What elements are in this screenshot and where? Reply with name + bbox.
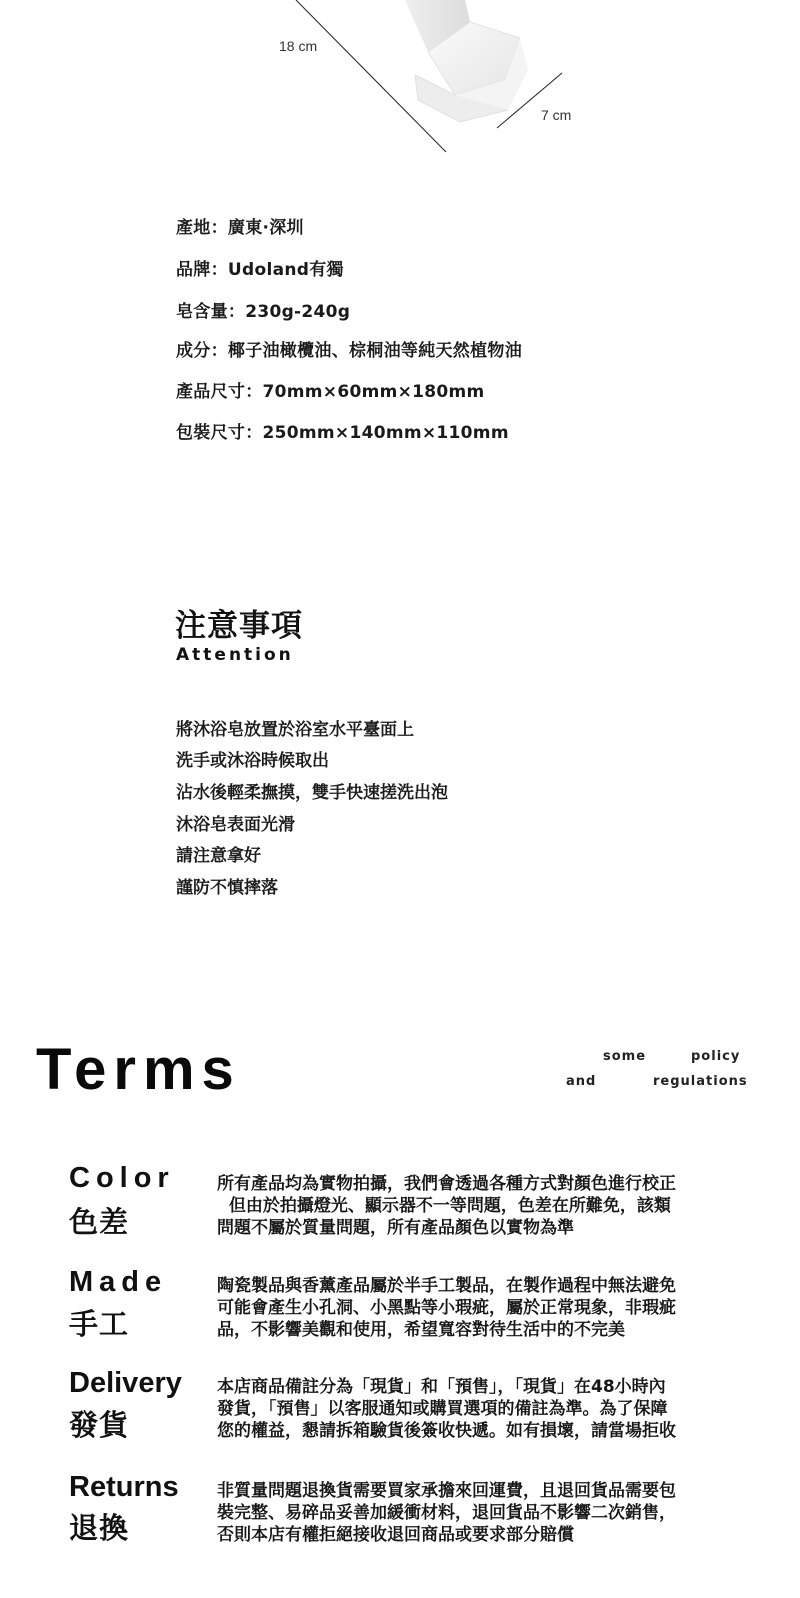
spec-brand: 品牌：Udoland有獨 [176, 260, 344, 280]
returns-description-line: 裝完整、易碎品妥善加緩衝材料，退回貨品不影響二次銷售， [217, 1503, 676, 1523]
attention-subtitle: Attention [176, 645, 294, 665]
attention-line: 沾水後輕柔撫摸，雙手快速搓洗出泡 [176, 783, 448, 803]
spec-package-size: 包裝尺寸：250mm×140mm×110mm [176, 423, 509, 443]
attention-line: 將沐浴皂放置於浴室水平臺面上 [176, 720, 414, 740]
made-description-line: 陶瓷製品與香薰產品屬於半手工製品，在製作過程中無法避免 [217, 1276, 676, 1296]
returns-heading-en: Returns [69, 1471, 179, 1503]
product-dimension-illustration [0, 0, 800, 195]
attention-line: 請注意拿好 [176, 846, 261, 866]
color-description [217, 1173, 737, 1239]
delivery-description-line: 您的權益，懇請拆箱驗貨後簽收快遞。如有損壞，請當場拒收 [217, 1421, 676, 1441]
terms-title: Terms [36, 1037, 241, 1102]
color-heading-en: Color [69, 1162, 175, 1194]
delivery-description-line: 發貨，「預售」以客服通知或購買選項的備註為準。為了保障 [217, 1399, 668, 1419]
returns-heading-zh: 退換 [69, 1511, 130, 1545]
spec-origin: 產地：廣東·深圳 [176, 218, 304, 238]
made-description-line: 品，不影響美觀和使用，希望寬容對待生活中的不完美 [217, 1320, 625, 1340]
attention-line: 沐浴皂表面光滑 [176, 815, 295, 835]
color-description-line: 但由於拍攝燈光、顯示器不一等問題，色差在所難免，該類 [217, 1196, 671, 1216]
returns-description-line: 否則本店有權拒絕接收退回商品或要求部分賠償 [217, 1525, 574, 1545]
made-description-line: 可能會產生小孔洞、小黑點等小瑕疵，屬於正常現象，非瑕疵 [217, 1298, 676, 1318]
returns-description [217, 1480, 737, 1546]
length-label: 18 cm [279, 38, 318, 54]
made-description [217, 1275, 737, 1341]
terms-tag-regulations: regulations [653, 1074, 748, 1089]
delivery-heading-en: Delivery [69, 1367, 182, 1399]
spec-product-size: 產品尺寸：70mm×60mm×180mm [176, 382, 485, 402]
color-heading-zh: 色差 [69, 1205, 130, 1239]
soap-bar-shape [405, 0, 528, 122]
attention-line: 洗手或沐浴時候取出 [176, 751, 329, 771]
color-description-line: 問題不屬於質量問題，所有產品顏色以實物為準 [217, 1218, 574, 1238]
spec-ingredients: 成分：椰子油橄欖油、棕桐油等純天然植物油 [176, 341, 522, 361]
delivery-description [217, 1376, 737, 1442]
attention-line: 謹防不慎摔落 [176, 878, 278, 898]
attention-title: 注意事項 [175, 608, 303, 644]
terms-tag-policy: policy [691, 1049, 741, 1064]
terms-tag-and: and [566, 1074, 597, 1089]
color-description-line: 所有產品均為實物拍攝，我們會透過各種方式對顏色進行校正 [217, 1174, 676, 1194]
made-heading-zh: 手工 [69, 1307, 130, 1341]
delivery-heading-zh: 發貨 [69, 1408, 130, 1442]
width-label: 7 cm [541, 107, 572, 123]
returns-description-line: 非質量問題退換貨需要買家承擔來回運費，且退回貨品需要包 [217, 1481, 676, 1501]
terms-tag-some: some [603, 1049, 647, 1064]
made-heading-en: Made [69, 1266, 168, 1298]
delivery-description-line: 本店商品備註分為「現貨」和「預售」，「現貨」在48小時內 [217, 1377, 666, 1397]
spec-weight: 皂含量：230g-240g [176, 302, 351, 322]
